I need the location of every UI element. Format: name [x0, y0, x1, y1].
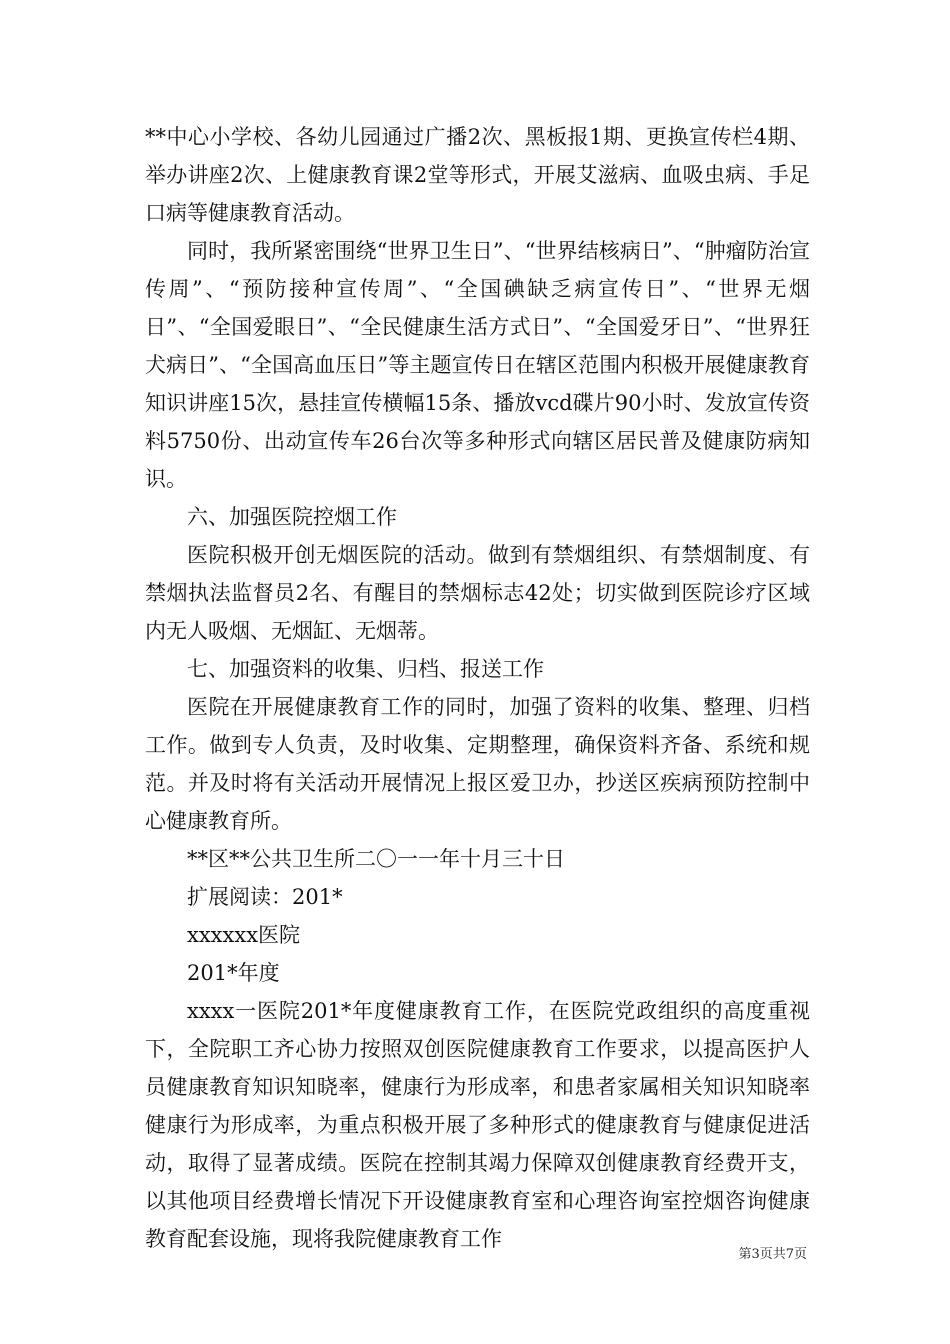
- paragraph-3: 医院积极开创无烟医院的活动。做到有禁烟组织、有禁烟制度、有禁烟执法监督员2名、有醒目的禁烟标志42处；切实做到医院诊疗区域内无人吸烟、无烟缸、无烟蒂。: [145, 543, 810, 643]
- year-line: 201*年度: [187, 961, 280, 985]
- section-heading-7: 七、加强资料的收集、归档、报送工作: [187, 657, 544, 681]
- section-heading-6: 六、加强医院控烟工作: [187, 505, 397, 529]
- paragraph-2: 同时，我所紧密围绕“世界卫生日”、“世界结核病日”、“肿瘤防治宣传周”、“预防接种宣传周”、“全国碘缺乏病宣传日”、“世界无烟日”、“全国爱眼日”、“全民健康生活方式日”、“全国爱牙日”、“世界狂犬病日”、“全国高血压日”等主题宣传日在辖区范围内积极开展健康教育知识讲座15次，悬挂宣传横幅15条、播放vcd碟片90小时、发放宣传资料5750份、出动宣传车26台次等多种形式向辖区居民普及健康防病知识。: [145, 239, 810, 491]
- document-body: [145, 118, 810, 1258]
- signature-date-line: **区**公共卫生所二〇一一年十月三十日: [187, 847, 565, 871]
- extended-reading-label: 扩展阅读：201*: [187, 885, 343, 909]
- paragraph-4: 医院在开展健康教育工作的同时，加强了资料的收集、整理、归档工作。做到专人负责，及时收集、定期整理，确保资料齐备、系统和规范。并及时将有关活动开展情况上报区爱卫办，抄送区疾病预防控制中心健康教育所。: [145, 695, 810, 833]
- paragraph-1: **中心小学校、各幼儿园通过广播2次、黑板报1期、更换宣传栏4期、举办讲座2次、上健康教育课2堂等形式，开展艾滋病、血吸虫病、手足口病等健康教育活动。: [145, 125, 810, 225]
- hospital-name-line: xxxxxx医院: [187, 923, 301, 947]
- page-number-footer: 第3页共7页: [738, 1247, 807, 1262]
- paragraph-5: xxxx一医院201*年度健康教育工作，在医院党政组织的高度重视下，全院职工齐心协力按照双创医院健康教育工作要求，以提高医护人员健康教育知识知晓率，健康行为形成率，和患者家属相关知识知晓率健康行为形成率，为重点积极开展了多种形式的健康教育与健康促进活动，取得了显著成绩。医院在控制其竭力保障双创健康教育经费开支，以其他项目经费增长情况下开设健康教育室和心理咨询室控烟咨询健康教育配套设施，现将我院健康教育工作: [145, 999, 810, 1251]
